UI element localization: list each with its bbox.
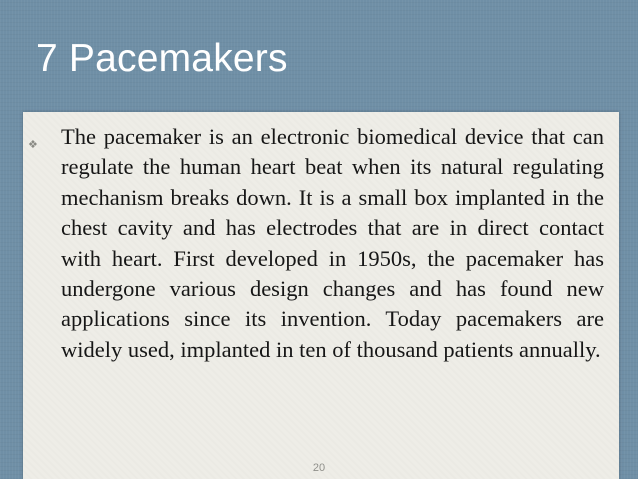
bullet-icon: ❖ xyxy=(28,138,38,151)
page-number: 20 xyxy=(312,462,326,474)
slide-body-text: The pacemaker is an electronic biomedical device that can regulate the human heart beat when its natural regulating mechanism breaks down. It is a small box implanted in the chest cavity and has electrodes that are in direct contact with heart. First developed in 1950s, the pacemaker has undergone various design changes and has found new applications since its invention. Today pacemakers are widely used, implanted in ten of thousand patients annually. xyxy=(61,124,604,362)
slide-title: 7 Pacemakers xyxy=(36,37,288,80)
